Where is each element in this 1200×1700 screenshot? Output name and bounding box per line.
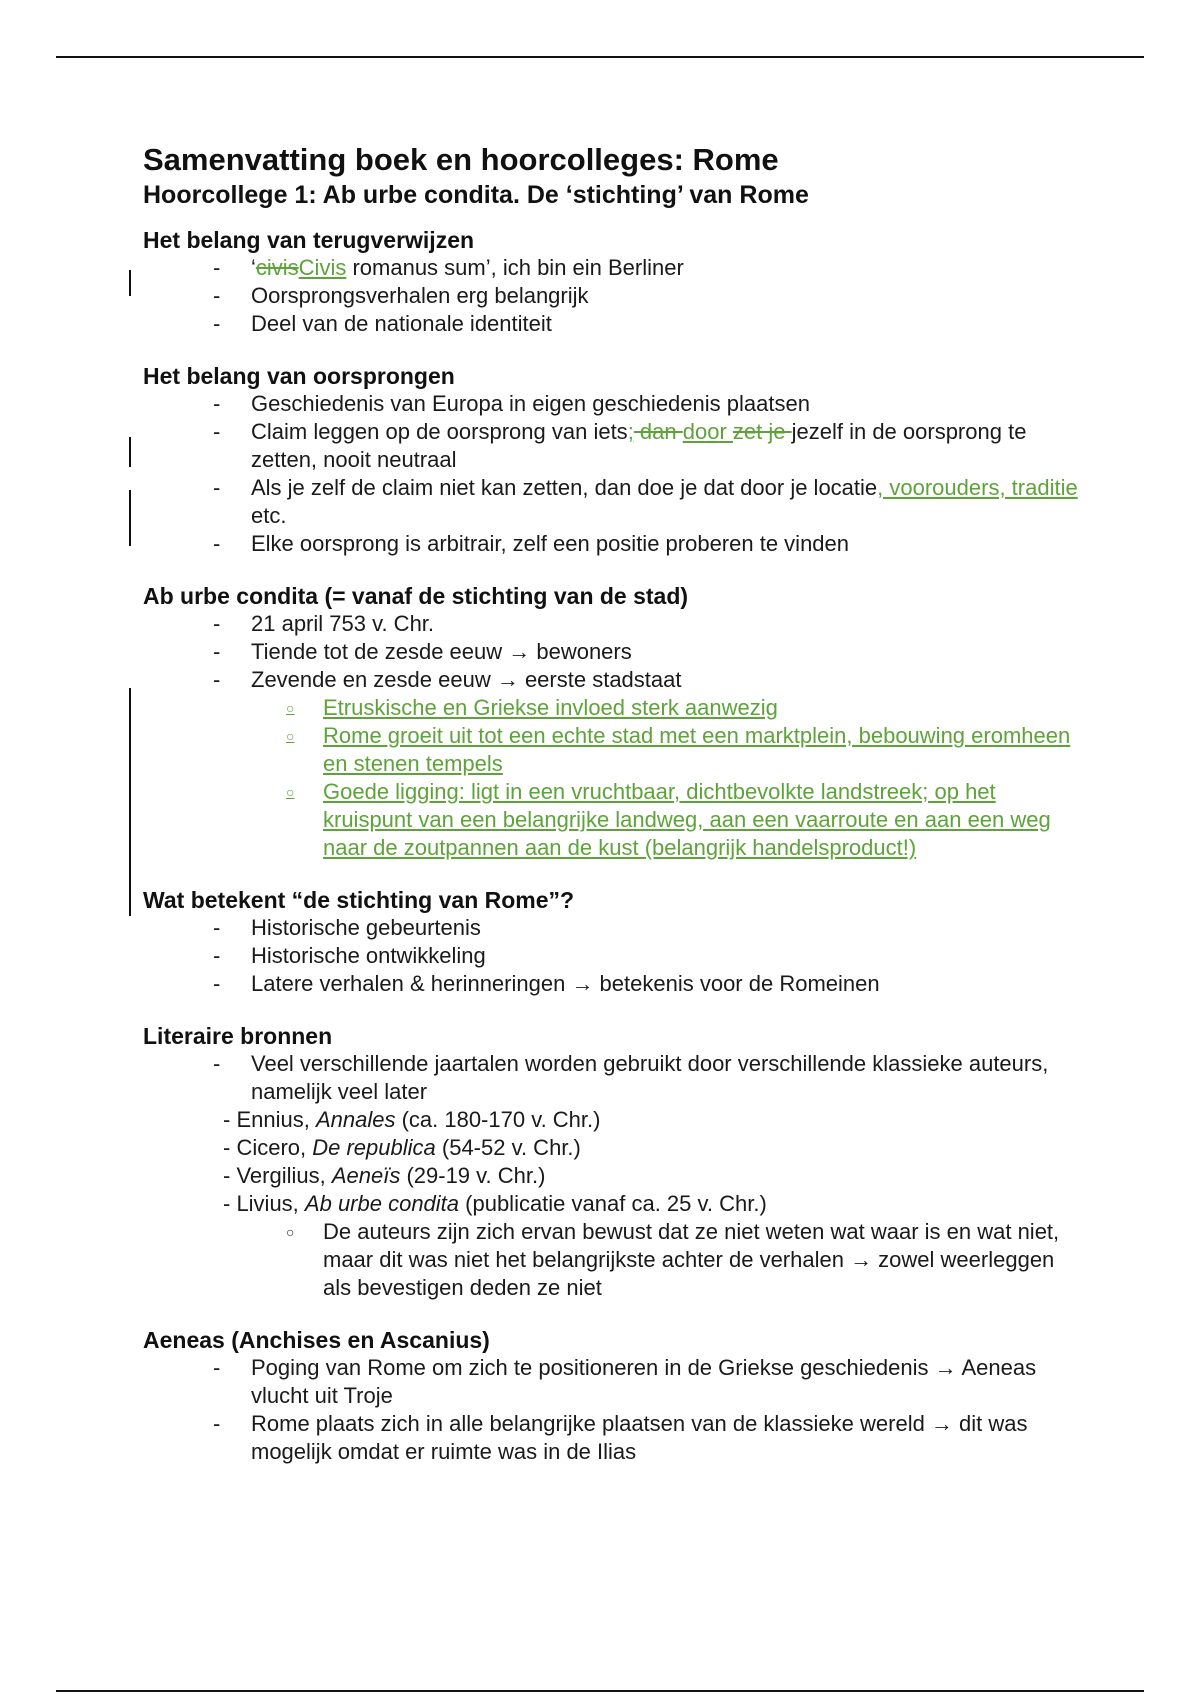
section-heading: Aeneas (Anchises en Ascanius) <box>143 1327 490 1353</box>
source-item: - Vergilius, Aeneïs (29-19 v. Chr.) <box>223 1163 546 1188</box>
list-item: - Veel verschillende jaartalen worden gebruikt door verschillende klassieke auteurs, namelijk veel later <box>143 1050 1083 1106</box>
list-item: - Claim leggen op de oorsprong van iets; dan door zet je jezelf in de oorsprong te zetten, nooit neutraal <box>143 418 1083 474</box>
inserted-text: Civis <box>298 255 347 280</box>
sub-list-item: ○ De auteurs zijn zich ervan bewust dat ze niet weten wat waar is en wat niet, maar dit was niet het belangrijkste achter de verhalen → zowel weerleggen als bevestigen deden ze niet <box>143 1218 1083 1302</box>
list-item: - Als je zelf de claim niet kan zetten, dan doe je dat door je locatie, voorouders, traditie etc. <box>143 474 1083 530</box>
bullet-list <box>143 1354 1083 1466</box>
change-bar <box>129 490 131 546</box>
inserted-text: Etruskische en Griekse invloed sterk aanwezig <box>323 695 778 720</box>
inserted-text: Rome groeit uit tot een echte stad met een marktplein, bebouwing eromheen en stenen tempels <box>323 723 1071 776</box>
inserted-text: ; <box>627 419 634 444</box>
section-heading: Wat betekent “de stichting van Rome”? <box>143 887 575 913</box>
section-stichting <box>143 886 1083 998</box>
section-heading: Ab urbe condita (= vanaf de stichting van de stad) <box>143 583 689 609</box>
inserted-text: door <box>682 419 733 444</box>
section-aeneas <box>143 1326 1083 1466</box>
source-item: - Livius, Ab urbe condita (publicatie vanaf ca. 25 v. Chr.) <box>223 1191 767 1216</box>
list-item: - Historische gebeurtenis <box>143 914 1083 942</box>
source-item: - Ennius, Annales (ca. 180-170 v. Chr.) <box>223 1107 601 1132</box>
inserted-text: Goede ligging: ligt in een vruchtbaar, dichtbevolkte landstreek; op het kruispunt van een belangrijke landweg, aan een vaarroute en aan een weg naar de zoutpannen aan de kust (belangrijk handelsproduct!) <box>323 779 1051 860</box>
bullet-list <box>143 1050 1083 1302</box>
bullet-list <box>143 914 1083 998</box>
section-literaire-bronnen <box>143 1022 1083 1302</box>
list-item: - Tiende tot de zesde eeuw → bewoners <box>143 638 1083 666</box>
sub-list-item <box>143 694 1083 722</box>
list-item: - Zevende en zesde eeuw → eerste stadstaat <box>143 666 1083 694</box>
list-item: - ‘civisCivis romanus sum’, ich bin ein Berliner <box>143 254 1083 282</box>
section-terugverwijzen <box>143 226 1083 338</box>
list-item: - Elke oorsprong is arbitrair, zelf een positie proberen te vinden <box>143 530 1083 558</box>
section-heading: Het belang van oorsprongen <box>143 363 455 389</box>
list-item: - Deel van de nationale identiteit <box>143 310 1083 338</box>
list-item: - Historische ontwikkeling <box>143 942 1083 970</box>
source-item: - Cicero, De republica (54-52 v. Chr.) <box>223 1135 581 1160</box>
bullet-list <box>143 610 1083 862</box>
bullet-list <box>143 254 1083 338</box>
sub-list-item <box>143 778 1083 862</box>
list-item: - Geschiedenis van Europa in eigen geschiedenis plaatsen <box>143 390 1083 418</box>
deleted-text: zet je <box>732 419 792 444</box>
section-heading: Het belang van terugverwijzen <box>143 227 475 253</box>
deleted-text: civis <box>255 255 299 280</box>
section-ab-urbe-condita <box>143 582 1083 862</box>
change-bar <box>129 437 131 467</box>
document-title: Samenvatting boek en hoorcolleges: Rome <box>143 142 779 177</box>
section-oorsprongen <box>143 362 1083 558</box>
section-heading: Literaire bronnen <box>143 1023 333 1049</box>
list-item: - 21 april 753 v. Chr. <box>143 610 1083 638</box>
document-subtitle: Hoorcollege 1: Ab urbe condita. De ‘stichting’ van Rome <box>143 181 809 209</box>
bottom-rule <box>56 1690 1144 1692</box>
bullet-list <box>143 390 1083 558</box>
list-item: - Poging van Rome om zich te positioneren in de Griekse geschiedenis → Aeneas vlucht uit Troje <box>143 1354 1083 1410</box>
sub-list-item <box>143 722 1083 778</box>
inserted-text: , voorouders, traditie <box>877 475 1078 500</box>
change-bar <box>129 270 131 296</box>
deleted-text: dan <box>633 419 683 444</box>
list-item: - Oorsprongsverhalen erg belangrijk <box>143 282 1083 310</box>
list-item: - Latere verhalen & herinneringen → betekenis voor de Romeinen <box>143 970 1083 998</box>
document-page <box>143 141 1083 1466</box>
top-rule <box>56 56 1144 58</box>
list-item: - Rome plaats zich in alle belangrijke plaatsen van de klassieke wereld → dit was mogelijk omdat er ruimte was in de Ilias <box>143 1410 1083 1466</box>
change-bar <box>129 688 131 916</box>
